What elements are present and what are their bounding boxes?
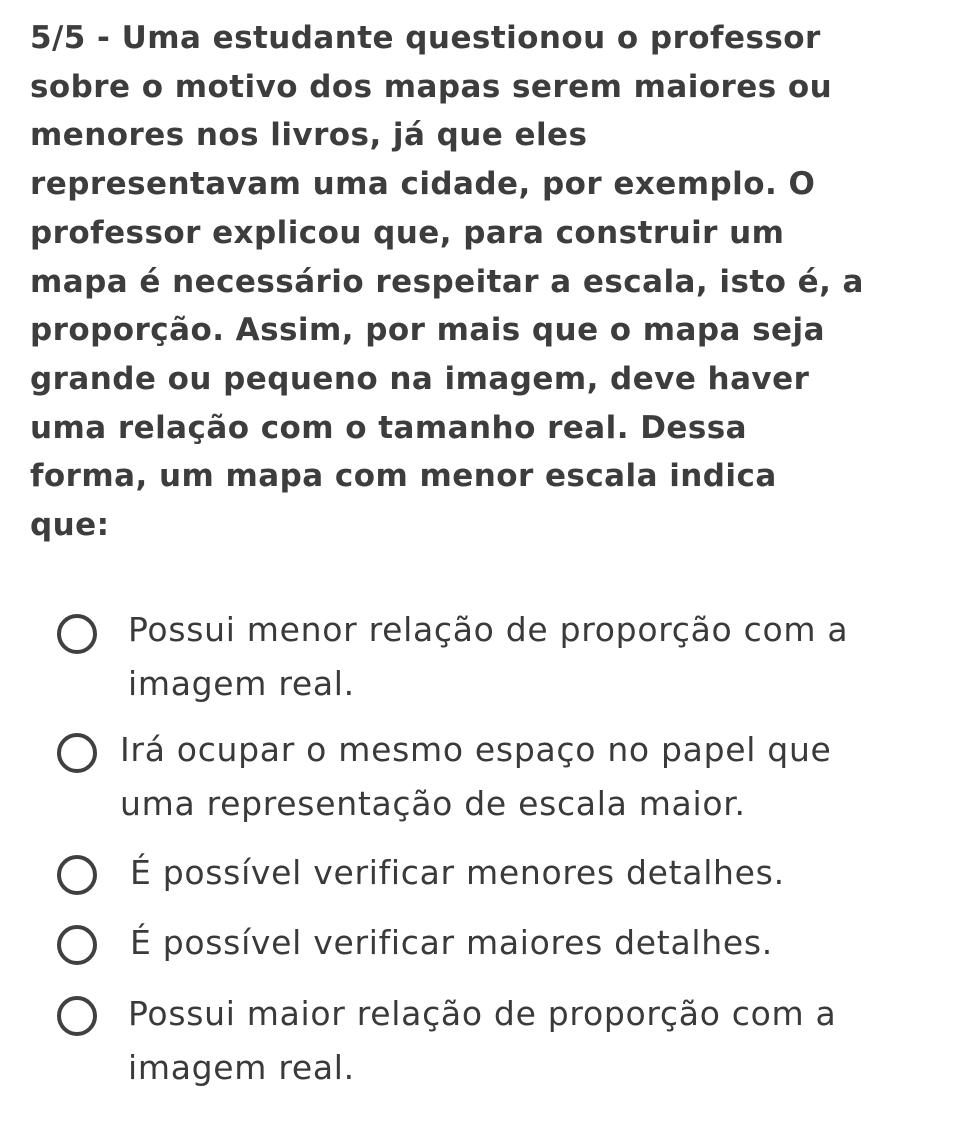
question-line: mapa é necessário respeitar a escala, isto é, a xyxy=(30,263,864,300)
radio-button[interactable] xyxy=(57,855,97,895)
question-line: uma relação com o tamanho real. Dessa xyxy=(30,409,748,446)
option-line: É possível verificar menores detalhes. xyxy=(130,853,785,892)
question-line: professor explicou que, para construir um xyxy=(30,214,785,251)
radio-button[interactable] xyxy=(57,733,97,773)
radio-button[interactable] xyxy=(57,614,97,654)
option-label xyxy=(130,846,785,900)
question-line: forma, um mapa com menor escala indica xyxy=(30,458,777,495)
option-line: imagem real. xyxy=(128,664,355,703)
question-line: grande ou pequeno na imagem, deve haver xyxy=(30,360,810,397)
question-line: sobre o motivo dos mapas serem maiores ou xyxy=(30,68,833,105)
question-line: proporção. Assim, por mais que o mapa seja xyxy=(30,312,825,349)
option-line: uma representação de escala maior. xyxy=(120,784,746,823)
question-line: representavam uma cidade, por exemplo. O xyxy=(30,166,816,203)
question-line: 5/5 - Uma estudante questionou o professor xyxy=(30,20,821,56)
radio-button[interactable] xyxy=(57,925,97,965)
option-line: Possui maior relação de proporção com a xyxy=(128,994,837,1033)
question-line: que: xyxy=(30,507,110,544)
option-line: Possui menor relação de proporção com a xyxy=(128,610,849,649)
option-label xyxy=(130,916,773,970)
option-line: Irá ocupar o mesmo espaço no papel que xyxy=(120,730,832,769)
option-line: imagem real. xyxy=(128,1048,355,1087)
question-text xyxy=(30,14,970,550)
radio-button[interactable] xyxy=(57,996,97,1036)
option-line: É possível verificar maiores detalhes. xyxy=(130,923,773,962)
question-line: menores nos livros, já que eles xyxy=(30,117,588,154)
option-label xyxy=(120,723,832,831)
option-label xyxy=(128,987,836,1095)
option-label xyxy=(128,603,848,711)
